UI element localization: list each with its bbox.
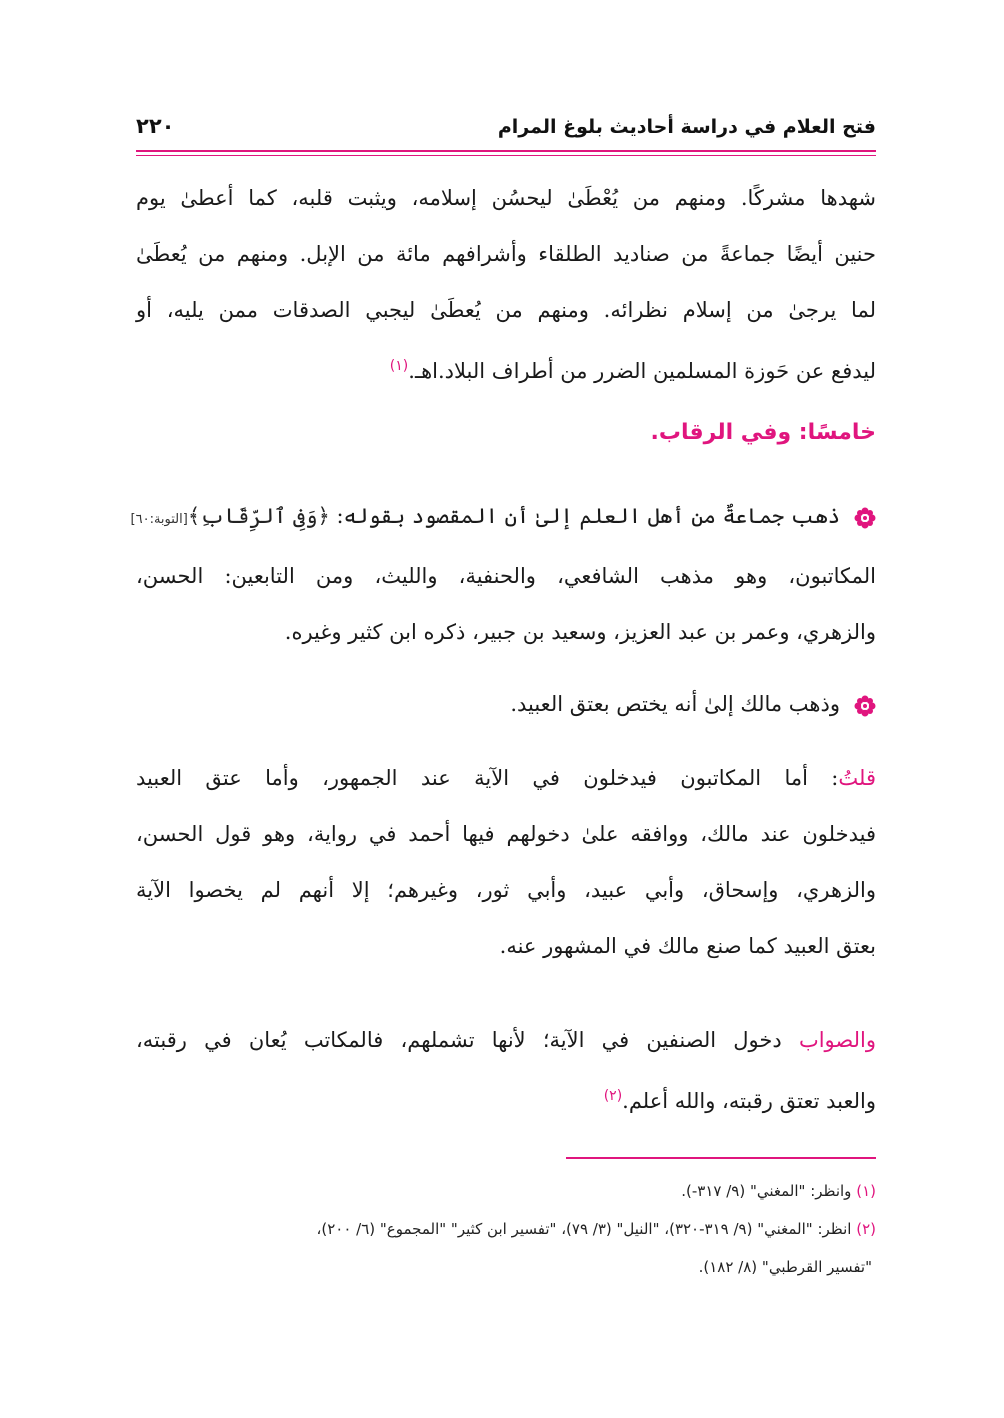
paragraph-line: [136, 1012, 876, 1068]
bullet-2-text: وذهب مالك إلىٰ أنه يختص بعتق العبيد.: [510, 692, 840, 716]
bullet-line-1: [130, 488, 876, 548]
paragraph-1: [136, 170, 876, 399]
footnote-ref-2[interactable]: (٢): [603, 1088, 623, 1104]
paragraph-line: فيدخلون عند مالك، ووافقه علىٰ دخولهم فيها أحمد في رواية، وهو قول الحسن،: [136, 822, 876, 846]
paragraph-line-last: بعتق العبيد كما صنع مالك في المشهور عنه.: [499, 934, 876, 958]
paragraph-line-last: [136, 1068, 876, 1129]
paragraph-line: شهدها مشركًا. ومنهم من يُعْطَىٰ ليحسُن إسلامه، ويثبت قلبه، كما أعطىٰ يوم: [136, 186, 876, 210]
header-rule-thin: [136, 155, 876, 156]
quran-verse: ﴿وَفِى ٱلرِّقَابِ﴾: [187, 504, 330, 528]
paragraph-text: ليدفع عن حَوزة المسلمين الضرر من أطراف البلاد.اهـ.: [408, 359, 876, 383]
bullet-2: [136, 676, 876, 732]
page-header: [136, 112, 876, 146]
bullet-line-3: والزهري، وعمر بن عبد العزيز، وسعيد بن جبير، ذكره ابن كثير وغيره.: [284, 620, 876, 644]
footnote-2-continued: "تفسير القرطبي" (٨/ ١٨٢).: [698, 1258, 872, 1276]
paragraph-line: حنين أيضًا جماعةً من صناديد الطلقاء وأشرافهم مائة من الإبل. ومنهم من يُعطَىٰ: [136, 242, 876, 266]
section-heading: خامسًا: وفي الرقاب.: [650, 420, 876, 445]
qultu-label: قلتُ: [838, 766, 876, 790]
footnote-2: [136, 1210, 876, 1248]
book-title: فتح العلام في دراسة أحاديث بلوغ المرام: [497, 116, 876, 138]
bullet-2-line: [136, 676, 876, 732]
footnote-separator: [566, 1157, 876, 1159]
flower-ornament-icon: [854, 695, 876, 717]
paragraph-line: لما يرجىٰ من إسلام نظرائه. ومنهم من يُعطَىٰ ليجبي الصدقات ممن يليه، أو: [136, 298, 876, 322]
bullet-line-2: المكاتبون، وهو مذهب الشافعي، والحنفية، والليث، ومن التابعين: الحسن،: [136, 564, 876, 588]
paragraph-2: [136, 750, 876, 974]
paragraph-text: والعبد تعتق رقبته، والله أعلم.: [622, 1089, 876, 1113]
footnotes: [136, 1172, 876, 1286]
bullet-1: [130, 488, 876, 660]
paragraph-line: [136, 750, 876, 806]
footnote-1-number: (١): [856, 1182, 876, 1200]
bullet-1-intro: ذهب جماعةٌ من أهل العلم إلىٰ أن المقصود بقوله:: [336, 504, 840, 528]
paragraph-line-last: [136, 338, 876, 399]
quran-reference: [التوبة:٦٠]: [130, 512, 188, 527]
footnote-1-text: وانظر: "المغني" (٩/ ٣١٧-).: [681, 1182, 852, 1200]
paragraph-3: [136, 1012, 876, 1129]
sawab-label: والصواب: [798, 1028, 876, 1052]
footnote-2-text: انظر: "المغني" (٩/ ٣١٩-٣٢٠)، "النيل" (٣/ ٧٩)، "تفسير ابن كثير" "المجموع" (٦/ ٢٠٠)،: [316, 1220, 852, 1238]
footnote-2-number: (٢): [856, 1220, 876, 1238]
flower-ornament-icon: [854, 507, 876, 529]
paragraph-text: : أما المكاتبون فيدخلون في الآية عند الجمهور، وأما عتق العبيد: [136, 766, 839, 790]
footnote-ref-1[interactable]: (١): [389, 358, 409, 374]
header-rule-thick: [136, 150, 876, 152]
footnote-1: [136, 1172, 876, 1210]
paragraph-text: دخول الصنفين في الآية؛ لأنها تشملهم، فالمكاتب يُعان في رقبته،: [136, 1028, 799, 1052]
paragraph-line: والزهري، وإسحاق، وأبي عبيد، وأبي ثور، وغيرهم؛ إلا أنهم لم يخصوا الآية: [136, 878, 876, 902]
page-number: ٢٢٠: [136, 114, 175, 138]
